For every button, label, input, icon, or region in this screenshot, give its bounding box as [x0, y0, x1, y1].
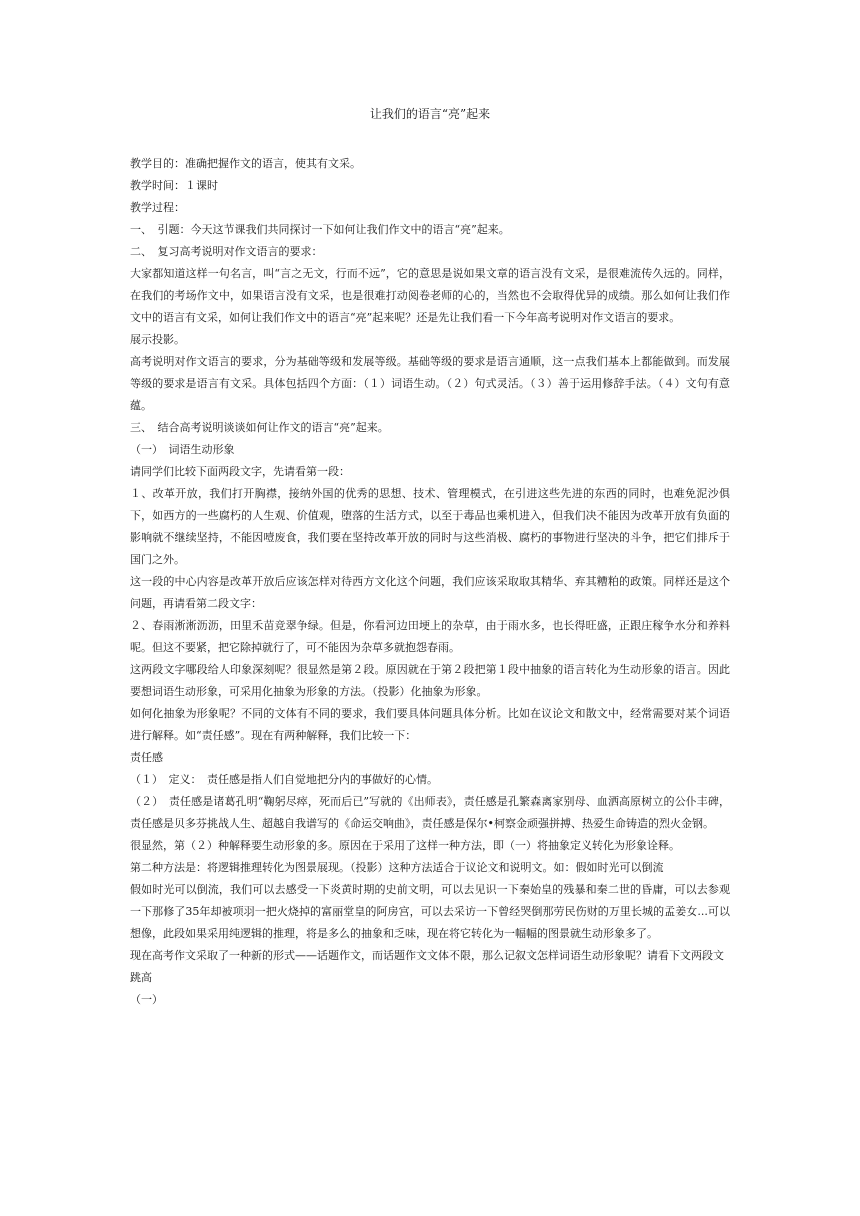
document-body	[130, 153, 730, 1011]
paragraph: 展示投影。	[130, 333, 185, 346]
paragraph-section-1: 一、 引题：今天这节课我们共同探讨一下如何让我们作文中的语言“亮”起来。	[130, 223, 510, 236]
paragraph: 这两段文字哪段给人印象深刻呢？很显然是第２段。原因就在于第２段把第１段中抽象的语言转化为生动形象的语言。因此要想词语生动形象，可采用化抽象为形象的方法。（投影）化抽象为形象。	[130, 663, 730, 698]
paragraph: （１） 定义： 责任感是指人们自觉地把分内的事做好的心情。	[130, 773, 438, 786]
paragraph: 请同学们比较下面两段文字，先请看第一段：	[130, 465, 350, 478]
paragraph: 很显然，第（２）种解释要生动形象的多。原因在于采用了这样一种方法，即（一）将抽象定义转化为形象诠释。	[130, 839, 680, 852]
paragraph: 假如时光可以倒流，我们可以去感受一下炎黄时期的史前文明，可以去见识一下秦始皇的残暴和秦二世的昏庸，可以去参观一下那修了35年却被项羽一把火烧掉的富丽堂皇的阿房宫，可以去采访一下曾经哭倒那劳民伤财的万里长城的孟姜女...可以想像，此段如果采用纯逻辑的推理，将是多么的抽象和乏味，现在将它转化为一幅幅的图景就生动形象多了。	[130, 883, 730, 940]
paragraph-duration: 教学时间：１课时	[130, 179, 218, 192]
paragraph-subsection-1: （一） 词语生动形象	[130, 443, 235, 456]
paragraph: （２） 责任感是诸葛孔明“鞠躬尽瘁，死而后已”写就的《出师表》，责任感是孔繁森离家别母、血洒高原树立的公仆丰碑，责任感是贝多芬挑战人生、超越自我谱写的《命运交响曲》，责任感是保尔•柯察金顽强拼搏、热爱生命铸造的烈火金钢。	[130, 795, 730, 830]
paragraph: 大家都知道这样一句名言，叫“言之无文，行而不远”，它的意思是说如果文章的语言没有文采，是很难流传久远的。同样，在我们的考场作文中，如果语言没有文采，也是很难打动阅卷老师的心的，当然也不会取得优异的成绩。那么如何让我们作文中的语言有文采，如何让我们作文中的语言“亮”起来呢？还是先让我们看一下今年高考说明对作文语言的要求。	[130, 267, 730, 324]
paragraph: 现在高考作文采取了一种新的形式——话题作文，而话题作文文体不限，那么记叙文怎样词语生动形象呢？请看下文两段文	[130, 949, 724, 962]
paragraph-section-2: 二、 复习高考说明对作文语言的要求：	[130, 245, 323, 258]
paragraph: １、改革开放，我们打开胸襟，接纳外国的优秀的思想、技术、管理模式，在引进这些先进的东西的同时，也难免泥沙俱下，如西方的一些腐朽的人生观、价值观，堕落的生活方式，以至于毒品也乘机进入，但我们决不能因为改革开放有负面的影响就不继续坚持，不能因噎废食，我们要在坚持改革开放的同时与这些消极、腐朽的事物进行坚决的斗争，把它们排斥于国门之外。	[130, 487, 730, 566]
paragraph-subtitle: 跳高	[130, 971, 152, 984]
paragraph-objective: 教学目的：准确把握作文的语言，使其有文采。	[130, 157, 361, 170]
paragraph-subtitle-number: （一）	[130, 993, 163, 1006]
paragraph: 第二种方法是：将逻辑推理转化为图景展现。（投影）这种方法适合于议论文和说明文。如：假如时光可以倒流	[130, 861, 664, 874]
paragraph: ２、春雨淅淅沥沥，田里禾苗竞翠争绿。但是，你看河边田埂上的杂草，由于雨水多，也长得旺盛，正跟庄稼争水分和养料呢。但这不要紧，把它除掉就行了，可不能因为杂草多就抱怨春雨。	[130, 619, 730, 654]
page-title: 让我们的语言“亮”起来	[369, 107, 491, 121]
paragraph-section-3: 三、 结合高考说明谈谈如何让作文的语言“亮”起来。	[130, 421, 389, 434]
paragraph-process-heading: 教学过程：	[130, 201, 185, 214]
paragraph: 这一段的中心内容是改革开放后应该怎样对待西方文化这个问题，我们应该采取取其精华、弃其糟粕的政策。同样还是这个问题，再请看第二段文字：	[130, 575, 730, 610]
paragraph: 如何化抽象为形象呢？不同的文体有不同的要求，我们要具体问题具体分析。比如在议论文和散文中，经常需要对某个词语进行解释。如“责任感”。现在有两种解释，我们比较一下：	[130, 707, 730, 742]
paragraph-term: 责任感	[130, 751, 163, 764]
paragraph: 高考说明对作文语言的要求，分为基础等级和发展等级。基础等级的要求是语言通顺，这一点我们基本上都能做到。而发展等级的要求是语言有文采。具体包括四个方面：（１）词语生动。（２）句式灵活。（３）善于运用修辞手法。（４）文句有意蕴。	[130, 355, 730, 412]
